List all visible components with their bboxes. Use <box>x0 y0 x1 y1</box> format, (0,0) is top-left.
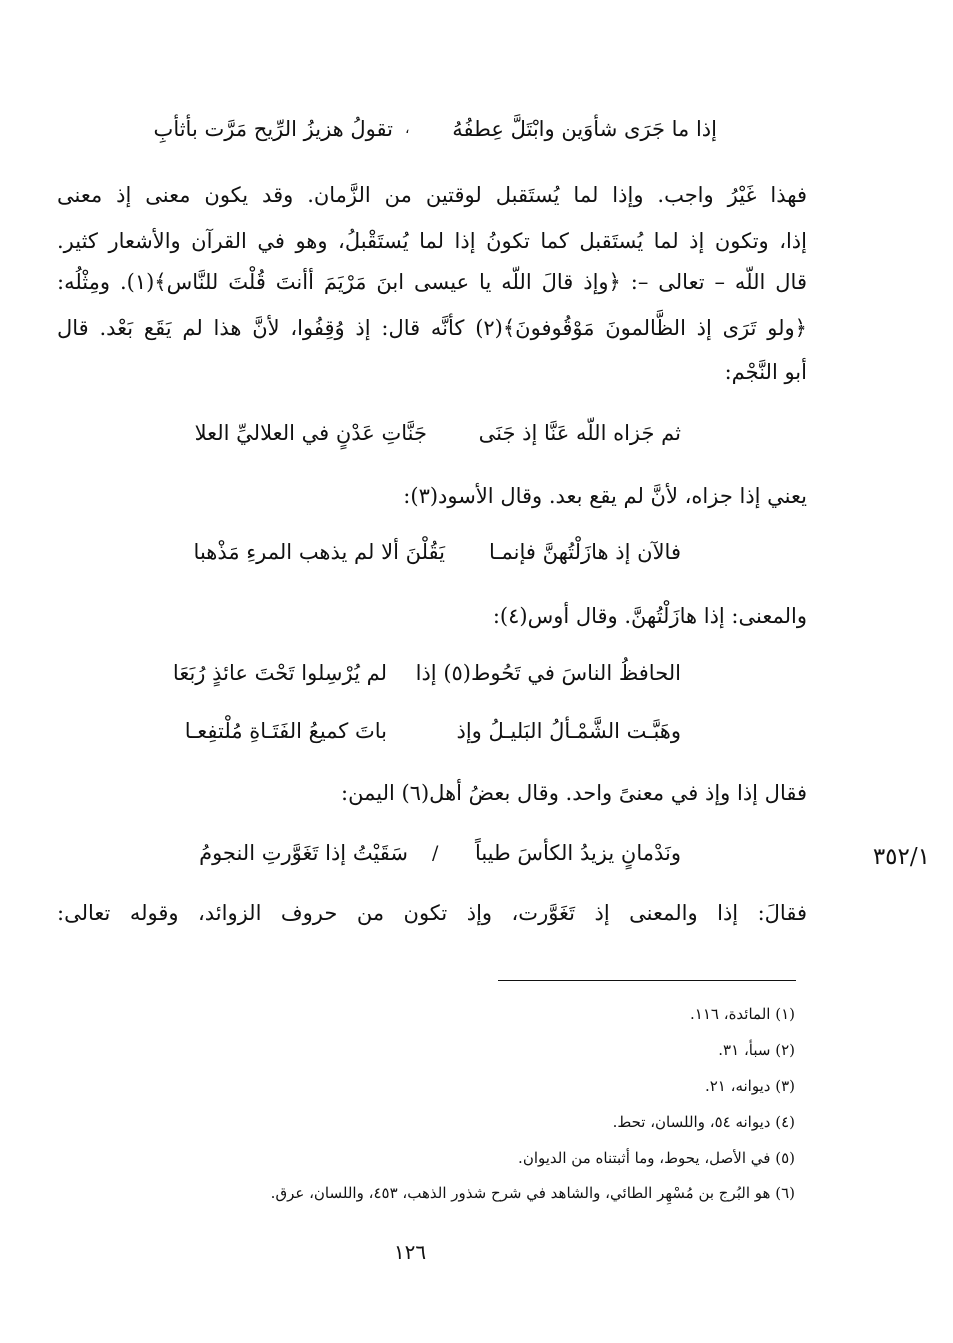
verse-6-separator: / <box>432 842 439 864</box>
verse-1-separator: ، <box>405 121 410 137</box>
verse-1-left-hemistich: تقولُ هزيزُ الرِّيح مَرَّت بأثأبِ <box>153 117 393 141</box>
prose-line: أبو النَّجْم: <box>724 360 807 384</box>
verse-4-left-hemistich: لم يُرْسِلوا تَحْتَ عائذٍ رُبَعَا <box>172 661 387 685</box>
verse-5-right-hemistich: وهَبَّـت الشَّمْـألُ البَليـلُ وإذ <box>456 719 681 743</box>
prose-line: ﴿ولو تَرَى إذ الظَّالمونَ مَوْقُوفونَ﴾(٢) كأنَّه قال: إذ وُقِفُوا، لأنَّ هذا لم يَقَع بَعْد. قال <box>57 316 807 340</box>
prose-line: فقالَ: إذا والمعنى إذ تَغَوَّرت، وإذ تكون من حروف الزوائد، وقوله تعالى: <box>57 901 807 925</box>
margin-reference: ٣٥٢/١ <box>872 844 930 870</box>
prose-line: فهذا غَيْرُ واجب. وإذا لما يُستَقبل لوقتين من الزَّمان. وقد يكون معنى إذ معنى <box>57 183 807 207</box>
prose-line: إذا، وتكون إذ لما يُستَقبل كما تكونُ إذا لما يُستَقْبلُ، وهو في القرآن والأشعار كثير. <box>57 229 807 253</box>
verse-2-right-hemistich: ثم جَزاه اللّه عَنَّا إذ جَنَى <box>478 421 681 445</box>
prose-line: والمعنى: إذا هازَلْتُهنَّ. وقال أوس(٤): <box>492 604 807 628</box>
verse-5-left-hemistich: باتَ كميعُ الفَتَـاةِ مُلْتفِعـا <box>184 719 387 743</box>
footnote: (٤) ديوانه ٥٤، واللسان، تحط. <box>612 1113 795 1131</box>
verse-3-right-hemistich: فالآن إذ هازَلْتُهنَّ فإنمـا <box>488 540 681 564</box>
verse-3-left-hemistich: يَقُلْنَ ألا لم يذهب المرءِ مَذْهبا <box>193 540 445 564</box>
page-number: ١٢٦ <box>393 1240 427 1264</box>
verse-1-right-hemistich: إذا ما جَرَى شأوَين وابْتَلَّ عِطفُهُ <box>452 117 717 141</box>
prose-line: يعني إذا جزاه، لأنَّ لم يقع بعد. وقال الأسود(٣): <box>403 484 807 508</box>
footnote: (١) المائدة، ١١٦. <box>690 1005 795 1023</box>
footnote: (٣) ديوانه، ٢١. <box>704 1077 795 1095</box>
verse-6-right-hemistich: ونَدْمانٍ يزيدُ الكأسَ طيباً <box>474 841 681 865</box>
verse-4-right-hemistich: الحافظُ الناسَ في تَحُوط(٥) إذا <box>415 661 681 685</box>
verse-6-left-hemistich: سَقَيْتُ إذا تَغَوَّرتِ النجومُ <box>199 841 408 865</box>
verse-2-left-hemistich: جَنَّاتِ عَدْنٍ في العلاليِّ العلا <box>194 421 427 445</box>
footnote-divider <box>498 980 796 981</box>
prose-line: قال اللّه – تعالى –: ﴿وإذ قالَ اللّه يا عيسى ابنَ مَرْيَمَ أأنتَ قُلْتَ للنَّاس﴾(١). ومِثْلُه: <box>57 270 807 294</box>
footnote: (٥) في الأصل، يحوط، وما أثبتناه من الديوان. <box>518 1149 795 1167</box>
footnote: (٦) هو البُرج بن مُسْهِر الطائي، والشاهد في شرح شذور الذهب، ٤٥٣، واللسان، عرق. <box>270 1184 795 1202</box>
footnote: (٢) سبأ، ٣١. <box>718 1041 795 1059</box>
prose-line: فقال إذا وإذ في معنىً واحد. وقال بعضُ أهل(٦) اليمن: <box>341 781 807 805</box>
